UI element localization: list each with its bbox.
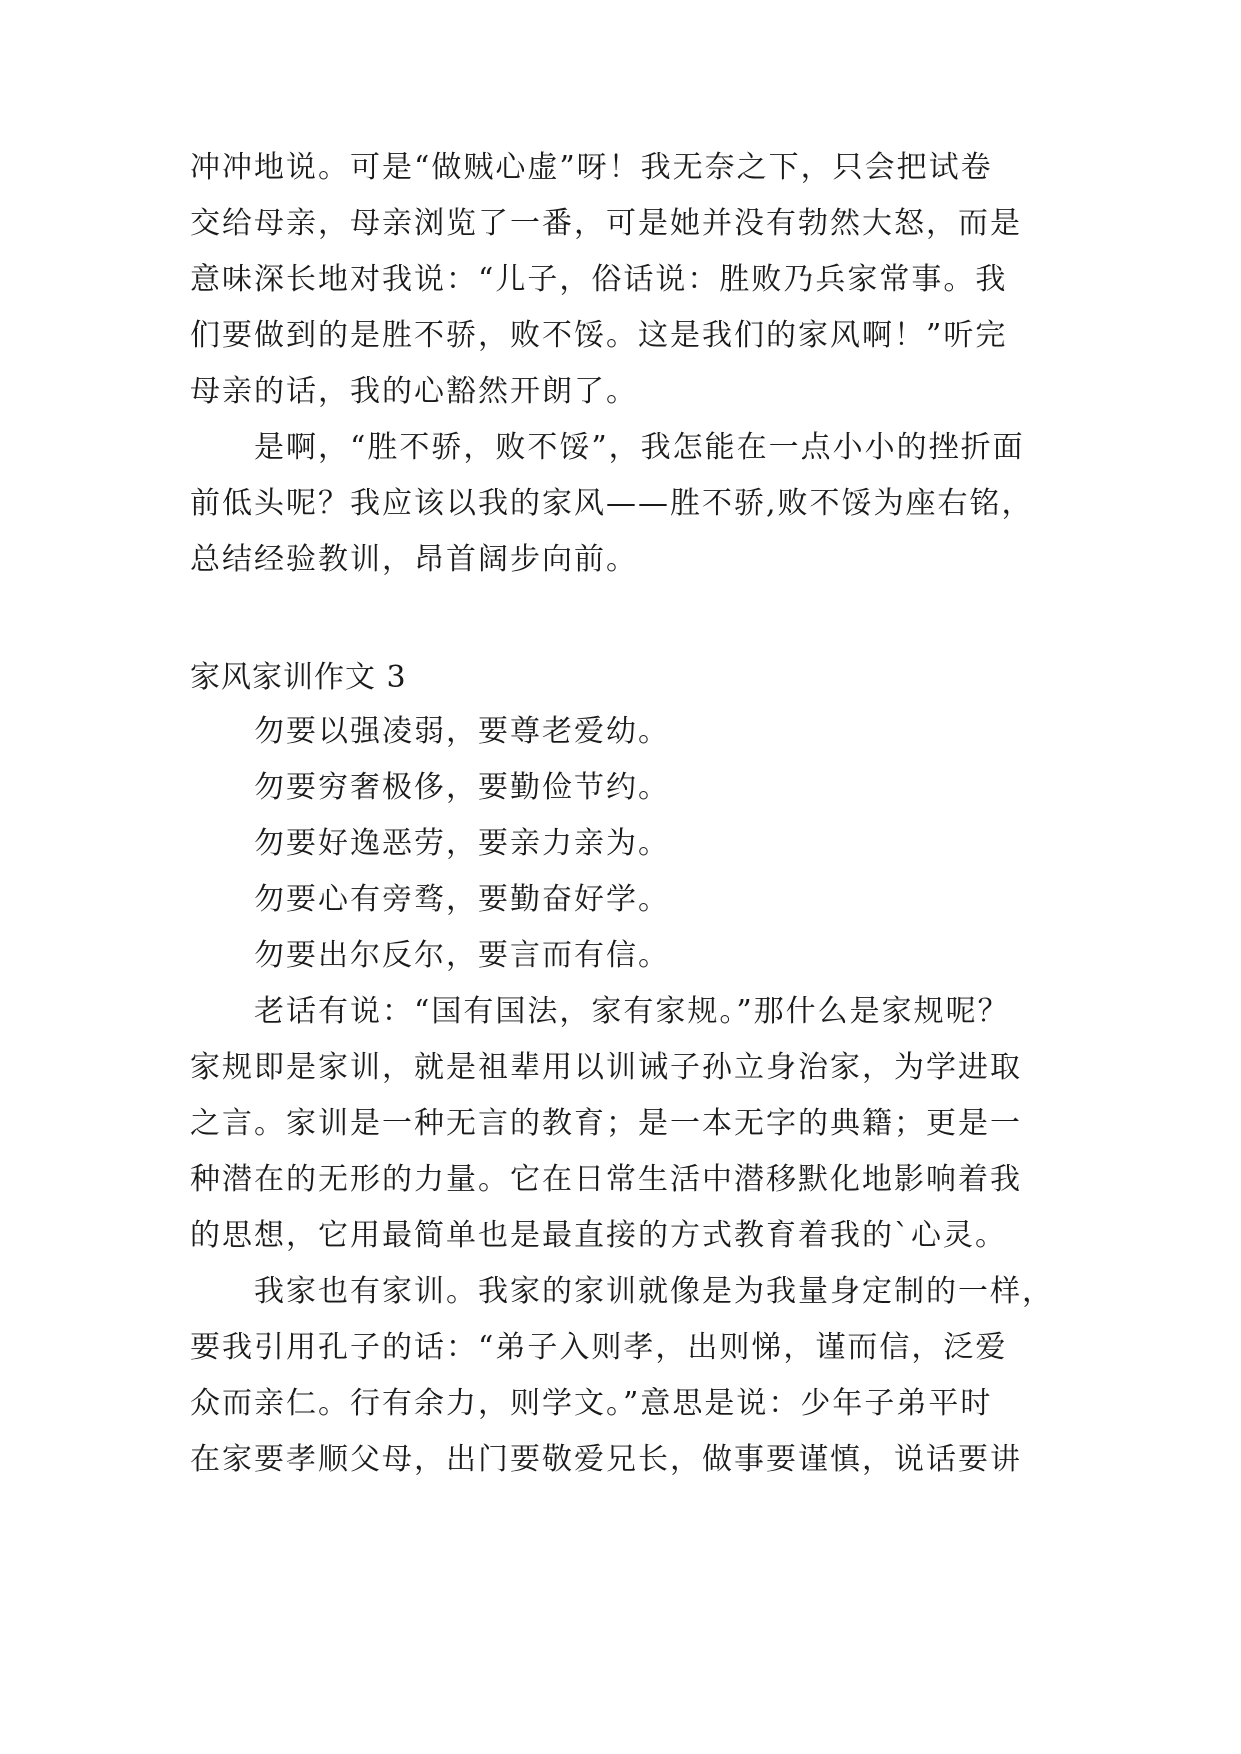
paragraph-4-line-1: 我家也有家训。我家的家训就像是为我量身定制的一样， — [254, 1274, 1054, 1309]
paragraph-3-line-2: 家规即是家训，就是祖辈用以训诫子孙立身治家，为学进取 — [190, 1050, 1022, 1085]
paragraph-3-line-4: 种潜在的无形的力量。它在日常生活中潜移默化地影响着我 — [190, 1162, 1022, 1197]
motto-5: 勿要出尔反尔，要言而有信。 — [254, 938, 670, 973]
paragraph-1-line-3: 意味深长地对我说：“儿子，俗话说：胜败乃兵家常事。我 — [190, 262, 1008, 297]
paragraph-2-line-1: 是啊，“胜不骄，败不馁”，我怎能在一点小小的挫折面 — [254, 430, 1025, 465]
paragraph-4-line-3: 众而亲仁。行有余力，则学文。”意思是说：少年子弟平时 — [190, 1386, 993, 1421]
paragraph-1-line-2: 交给母亲，母亲浏览了一番，可是她并没有勃然大怒，而是 — [190, 206, 1022, 241]
section-title: 家风家训作文 3 — [190, 660, 407, 695]
motto-3: 勿要好逸恶劳，要亲力亲为。 — [254, 826, 670, 861]
paragraph-4-line-2: 要我引用孔子的话：“弟子入则孝，出则悌，谨而信，泛爱 — [190, 1330, 1008, 1365]
paragraph-3-line-3: 之言。家训是一种无言的教育；是一本无字的典籍；更是一 — [190, 1106, 1022, 1141]
paragraph-1-line-5: 母亲的话，我的心豁然开朗了。 — [190, 374, 638, 409]
motto-2: 勿要穷奢极侈，要勤俭节约。 — [254, 770, 670, 805]
paragraph-2-line-3: 总结经验教训，昂首阔步向前。 — [190, 542, 638, 577]
paragraph-1-line-4: 们要做到的是胜不骄，败不馁。这是我们的家风啊！”听完 — [190, 318, 1008, 353]
paragraph-3-line-1: 老话有说：“国有国法，家有家规。”那什么是家规呢？ — [254, 994, 1010, 1029]
motto-1: 勿要以强凌弱，要尊老爱幼。 — [254, 714, 670, 749]
paragraph-1-line-1: 冲冲地说。可是“做贼心虚”呀！我无奈之下，只会把试卷 — [190, 150, 993, 185]
paragraph-2-line-2: 前低头呢？我应该以我的家风——胜不骄,败不馁为座右铭， — [190, 486, 1034, 521]
paragraph-3-line-5: 的思想，它用最简单也是最直接的方式教育着我的`心灵。 — [190, 1218, 1007, 1253]
motto-4: 勿要心有旁骛，要勤奋好学。 — [254, 882, 670, 917]
paragraph-4-line-4: 在家要孝顺父母，出门要敬爱兄长，做事要谨慎，说话要讲 — [190, 1442, 1022, 1477]
